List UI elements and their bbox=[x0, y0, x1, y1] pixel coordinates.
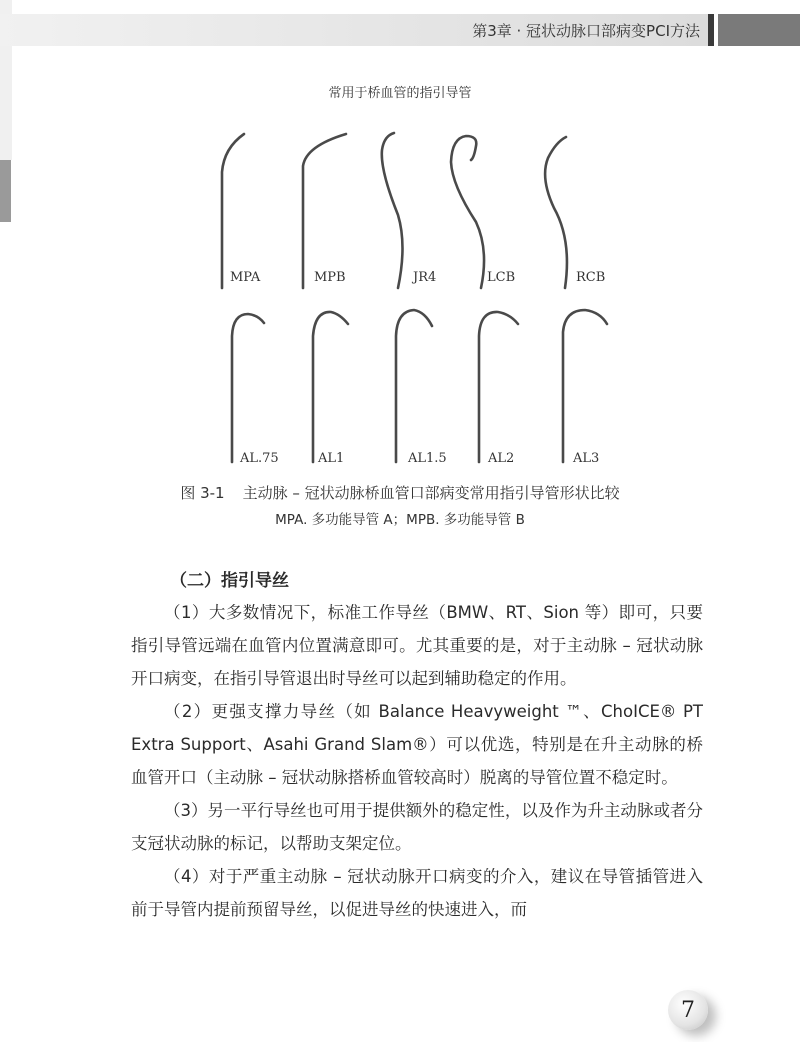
catheter-jr4 bbox=[382, 133, 403, 288]
label-al15: AL1.5 bbox=[408, 451, 447, 466]
catheter-mpb bbox=[303, 134, 346, 288]
catheter-al75 bbox=[232, 314, 264, 462]
label-jr4: JR4 bbox=[413, 270, 437, 285]
paragraph-2: （2）更强支撑力导丝（如 Balance Heavyweight ™、ChoICE® PT Extra Support、Asahi Grand Slam®）可以优选，特别是在升主动脉的桥血管开口（主动脉 – 冠状动脉搭桥血管较高时）脱离的导管位置不稳定时。 bbox=[131, 702, 703, 787]
catheter-rcb bbox=[545, 137, 567, 288]
figure-caption-title: 主动脉 – 冠状动脉桥血管口部病变常用指引导管形状比较 bbox=[242, 484, 620, 502]
figure-caption-sub: MPA. 多功能导管 A；MPB. 多功能导管 B bbox=[275, 512, 525, 528]
label-lcb: LCB bbox=[487, 270, 516, 285]
catheter-al15 bbox=[396, 310, 432, 462]
paragraph-3: （3）另一平行导丝也可用于提供额外的稳定性，以及作为升主动脉或者分支冠状动脉的标记，以帮助支架定位。 bbox=[131, 801, 703, 853]
catheter-mpa bbox=[222, 134, 244, 288]
section-heading: （二）指引导丝 bbox=[170, 571, 289, 591]
label-al1: AL1 bbox=[318, 451, 345, 466]
catheter-al3 bbox=[563, 310, 607, 462]
figure-number: 图 3-1 bbox=[180, 484, 225, 502]
label-al2: AL2 bbox=[488, 451, 515, 466]
label-al75: AL.75 bbox=[240, 451, 279, 466]
label-rcb: RCB bbox=[576, 270, 606, 285]
label-al3: AL3 bbox=[573, 451, 600, 466]
label-mpa: MPA bbox=[230, 270, 261, 285]
label-mpb: MPB bbox=[314, 270, 346, 285]
figure-title: 常用于桥血管的指引导管 bbox=[328, 86, 472, 101]
chapter-title: 第3章 · 冠状动脉口部病变PCI方法 bbox=[472, 22, 700, 40]
figure-caption bbox=[0, 482, 800, 503]
paragraph-1: （1）大多数情况下，标准工作导丝（BMW、RT、Sion 等）即可，只要指引导管远端在血管内位置满意即可。尤其重要的是，对于主动脉 – 冠状动脉开口病变，在指引导管退出时导丝可以起到辅助稳定的作用。 bbox=[131, 603, 703, 688]
page-number: 7 bbox=[668, 990, 708, 1030]
catheter-lcb bbox=[451, 136, 484, 288]
catheter-al1 bbox=[313, 312, 348, 462]
body-text bbox=[131, 596, 703, 926]
catheter-al2 bbox=[479, 312, 518, 462]
catheter-figure bbox=[0, 0, 800, 480]
paragraph-4: （4）对于严重主动脉 – 冠状动脉开口病变的介入，建议在导管插管进入前于导管内提前预留导丝，以促进导丝的快速进入，而 bbox=[131, 867, 703, 919]
